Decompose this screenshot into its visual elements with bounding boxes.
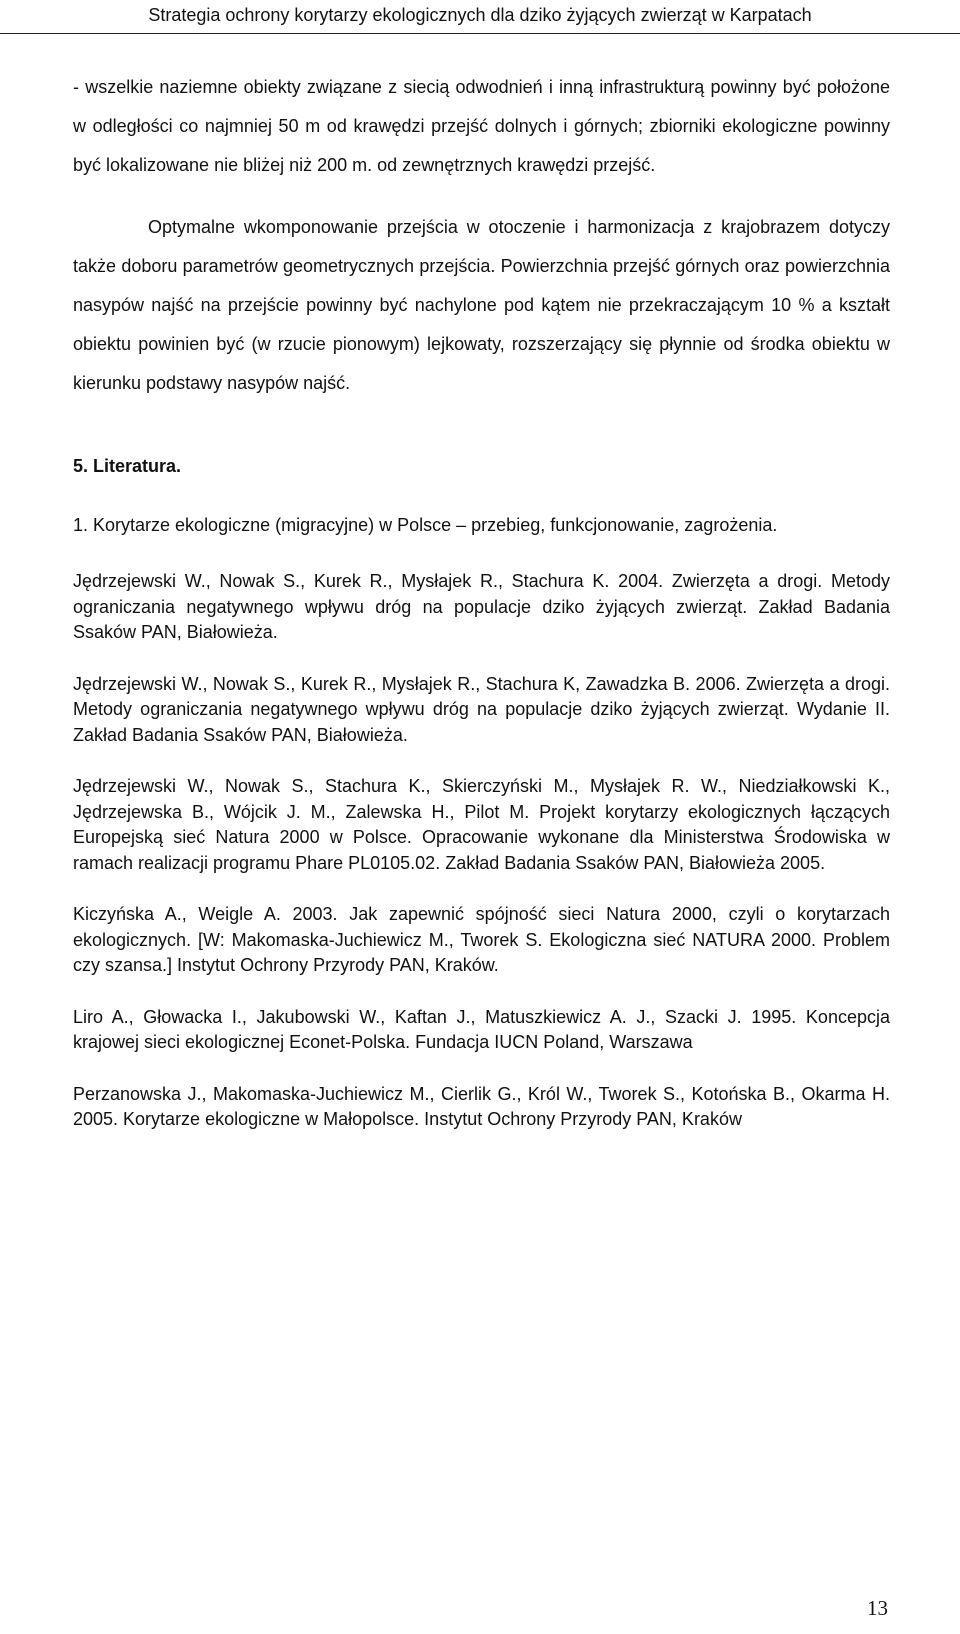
page-number: 13 xyxy=(867,1596,888,1620)
reference-item: Jędrzejewski W., Nowak S., Stachura K., Skierczyński M., Mysłajek R. W., Niedziałkowski K., Jędrzejewska B., Wójcik J. M., Zalewska H., Pilot M. Projekt korytarzy ekologicznych łączących Europejską sieć Natura 2000 w Polsce. Opracowanie wykonane dla Ministerstwa Środowiska w ramach realizacji programu Phare PL0105.02. Zakład Badania Ssaków PAN, Białowieża 2005. xyxy=(73,776,890,873)
list-item-corridors: 1. Korytarze ekologiczne (migracyjne) w Polsce – przebieg, funkcjonowanie, zagrożenia. xyxy=(73,515,778,536)
reference-item: Perzanowska J., Makomaska-Juchiewicz M., Cierlik G., Król W., Tworek S., Kotońska B., Okarma H. 2005. Korytarze ekologiczne w Małopolsce. Instytut Ochrony Przyrody PAN, Kraków xyxy=(73,1083,890,1130)
reference-item: Liro A., Głowacka I., Jakubowski W., Kaftan J., Matuszkiewicz A. J., Szacki J. 1995. Koncepcja krajowej sieci ekologicznej Econet-Polska. Fundacja IUCN Poland, Warszawa xyxy=(73,1006,890,1053)
reference-item: Kiczyńska A., Weigle A. 2003. Jak zapewnić spójność sieci Natura 2000, czyli o korytarzach ekologicznych. [W: Makomaska-Juchiewicz M., Tworek S. Ekologiczna sieć NATURA 2000. Problem czy szansa.] Instytut Ochrony Przyrody PAN, Kraków. xyxy=(73,904,890,976)
page-content xyxy=(73,68,890,1159)
reference-list xyxy=(73,569,890,1133)
running-header: Strategia ochrony korytarzy ekologicznych dla dziko żyjących zwierząt w Karpatach xyxy=(0,0,960,34)
section-heading: 5. Literatura. xyxy=(73,456,182,477)
reference-item: Jędrzejewski W., Nowak S., Kurek R., Mysłajek R., Stachura K, Zawadzka B. 2006. Zwierzęta a drogi. Metody ograniczania negatywnego wpływu dróg na populacje dziko żyjących zwierząt. Wydanie II. Zakład Badania Ssaków PAN, Białowieża. xyxy=(73,673,890,745)
body-paragraph-geometry: Optymalne wkomponowanie przejścia w otoczenie i harmonizacja z krajobrazem dotyczy także doboru parametrów geometrycznych przejścia. Powierzchnia przejść górnych oraz powierzchnia nasypów najść na przejście powinny być nachylone pod kątem nie przekraczającym 10 % a kształt obiektu powinien być (w rzucie pionowym) lejkowaty, rozszerzający się płynnie od środka obiektu w kierunku podstawy nasypów najść. xyxy=(73,217,890,393)
reference-item: Jędrzejewski W., Nowak S., Kurek R., Mysłajek R., Stachura K. 2004. Zwierzęta a drogi. Metody ograniczania negatywnego wpływu dróg na populacje dziko żyjących zwierząt. Zakład Badania Ssaków PAN, Białowieża. xyxy=(73,571,890,643)
body-paragraph-drainage: - wszelkie naziemne obiekty związane z siecią odwodnień i inną infrastrukturą powinny być położone w odległości co najmniej 50 m od krawędzi przejść dolnych i górnych; zbiorniki ekologiczne powinny być lokalizowane nie bliżej niż 200 m. od zewnętrznych krawędzi przejść. xyxy=(73,77,890,175)
